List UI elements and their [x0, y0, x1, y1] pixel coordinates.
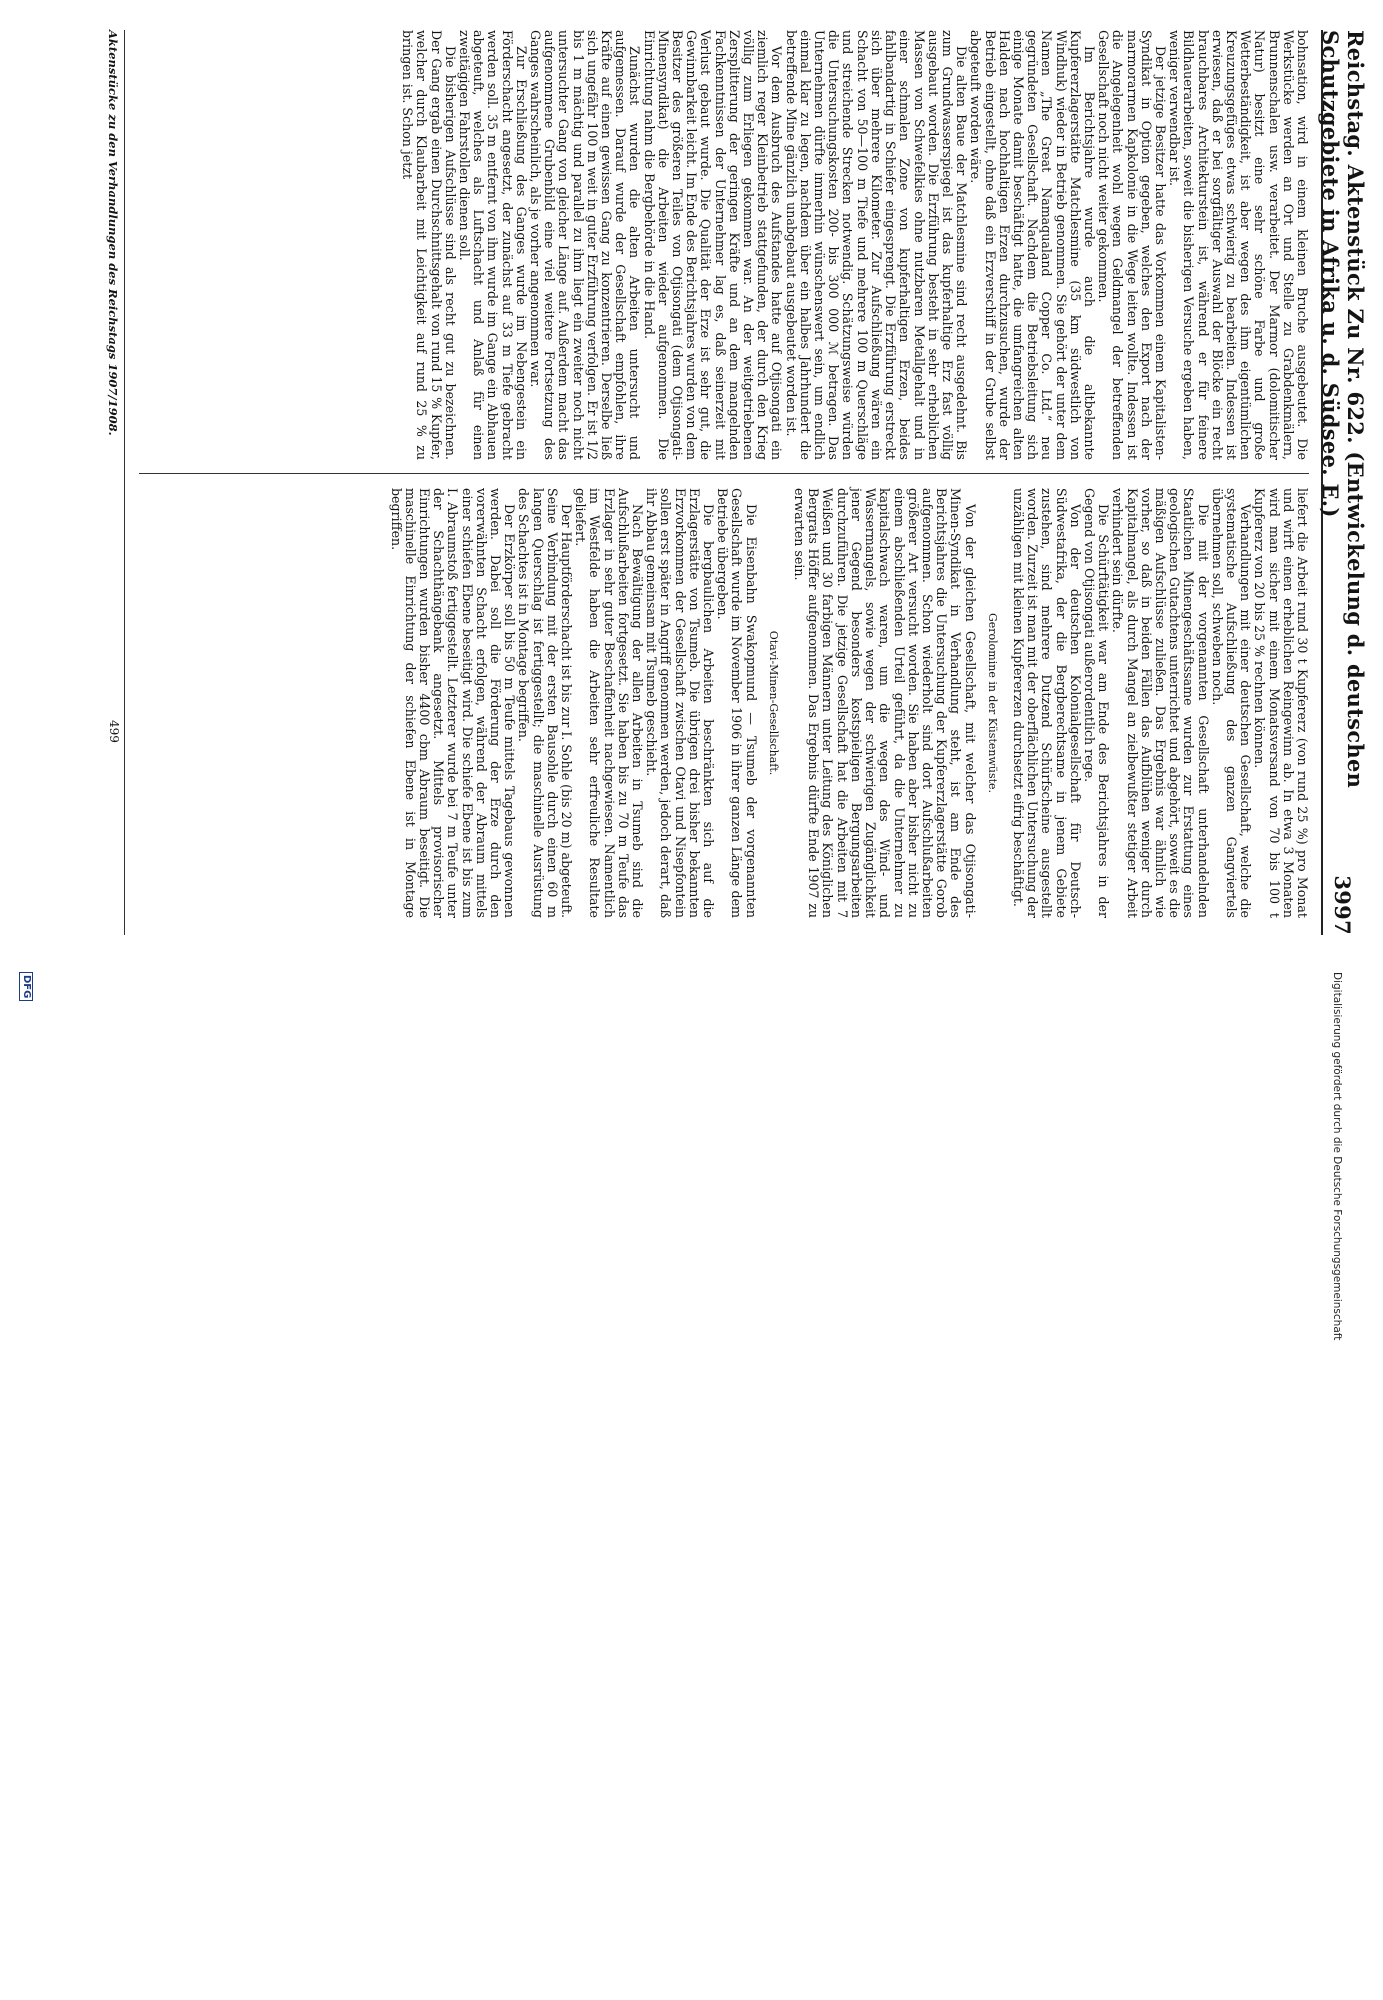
paragraph: liefert die Arbeit rund 30 t Kupfererz (von rund 25 %) pro Monat und wirft einen erheblichen Reingewinn ab. In etwa 3 Monaten wird man sicher mit einem Monatsversand von 70 bis 100 t Kupfererz von 20 bis 25 % rechnen können. [1252, 488, 1310, 918]
paragraph: Die bergbaulichen Arbeiten beschränkten sich auf die Erzlagerstätte von Tsumeb. Die übrigen drei bisher bekannten Erzvorkommen der Gesellschaft zwischen Otavi und Nisepfontein sollen erst später in Angriff genommen werden, jedoch derart, daß ihr Abbau gemeinsam mit Tsumeb geschieht. [644, 488, 717, 918]
paragraph: Von der gleichen Gesellschaft, mit welcher das Otjisongati-Minen-Syndikat in Verhandlung steht, ist am Ende des Berichtsjahres die Untersuchung der Kupfererzlagerstätte Gorob aufgenommen. Schon wiederholt sind dort Aufschlußarbeiten größerer Art versucht worden. Sie haben aber bisher nicht zu einem abschließenden Urteil geführt, da die Unternehmer zu kapitalschwach waren, um die wegen des Wind- und Wassermangels, sowie wegen der schwierigen Zugänglichkeit jener Gegend besonders kostspieligen Bergungsarbeiten durchzuführen. Die jetzige Gesellschaft hat die Arbeiten mit 7 Weißen und 30 farbigen Männern unter Leitung des Königlichen Bergrats Höffer aufgenommen. Das Ergebnis dürfte Ende 1907 zu erwarten sein. [792, 488, 978, 918]
paragraph: Die Eisenbahn Swakopmund — Tsumeb der vorgenannten Gesellschaft wurde im November 1906 in ihrer ganzen Länge dem Betriebe übergeben. [715, 488, 759, 918]
section-caption: Gerolomine in der Küstenwüste. [985, 612, 999, 794]
header-title: Reichstag. Aktenstück Zu Nr. 622. (Entwickelung d. deutschen Schutzgebiete in Afrika u. d. Südsee. E.) [1318, 30, 1368, 789]
paragraph: Der Erzkörper soll bis 50 m Teufe mittels Tagebaus gewonnen werden. Dabei soll die Förderung der Erze durch den vorerwähnten Schacht erfolgen, während der Abraum mittels einer schiefen Ebene beseitigt wird. Die schiefe Ebene ist bis zum I. Abraumstoß fertiggestellt. Letzterer wurde bei 7 m Teufe unter der Schachthängebank angesetzt. Mittels provisorischer Einrichtungen wurden bisher 4400 cbm Abraum beseitigt. Die maschinelle Einrichtung der schiefen Ebene ist in Montage begriffen. [388, 488, 518, 918]
paragraph: bohnsation, wird in einem kleinen Bruche ausgebeutet. Die Werkstücke werden an Ort und Stelle zu Grabdenkmälern, Brunnenschalen usw. verarbeitet. Der Marmor (dolomitischer Natur) besitzt eine sehr schöne Farbe und große Wetterbeständigkeit, ist aber wegen des ihm eigentümlichen Kreuzungsgefüges etwas schwierig zu bearbeiten. Indessen ist erwiesen, daß er bei sorgfältiger Auswahl der Blöcke ein recht brauchbares Architekturstein ist, während er für feinere Bildhauerarbeiten, soweit die bisherigen Versuche ergeben haben, weniger verwendbar ist. [1167, 30, 1310, 460]
paragraph: Im Berichtsjahre wurde auch die altbekannte Kupfererzlagerstätte Matchlesmine (35 km südwestlich von Windhuk) wieder in Betrieb genommen. Sie gehört der unter dem Namen „The Great Namaqualand Copper Co. Ltd.“ neu gegründeten Gesellschaft. Nachdem die Betriebsleitung sich einige Monate damit beschäftigt hatte, die umfangreichen alten Halden nach hochhaltigen Erzen durchzusuchen, wurde der Betrieb eingestellt, ohne daß ein Erzverschiff in der Grube selbst abgeteuft worden wäre. [968, 30, 1097, 460]
section-caption: Otavi-Minen-Gesellschaft. [766, 630, 780, 776]
paragraph: Die mit der vorgenannten Gesellschaft unterhandelnden Staatlichen Minengeschäftssame wurden zur Erstattung eines geologischen Gutachtens unterrichtet und abgehört, soweit es die mäßigen Aufschlüsse zuließen. Das Ergebnis war ähnlich wie vorher, so daß in beiden Fällen das Aufblühen weniger durch Kapitalmangel, als durch Mangel an zielbewußter stetiger Arbeit verhindert sein dürfte. [1110, 488, 1211, 918]
paragraph: Die bisherigen Aufschlüsse sind als recht gut zu bezeichnen. Der Gang ergab einen Durchschnittsgehalt von rund 15 % Kupfer, welcher durch Klaubarbeit mit Leichtigkeit auf rund 25 % zu bringen ist. Schon jetzt [400, 30, 458, 460]
digitization-note: Digitalisierung gefördert durch die Deutsche Forschungsgemeinschaft [1331, 972, 1343, 1341]
right-column [139, 488, 1309, 918]
paragraph: Der Hauptförderschacht ist bis zur I. Sohle (bis 20 m) abgeteuft. Seine Verbindung mit der ersten Bausohle durch einen 60 m langen Querschlag ist fertiggestellt; die maschinelle Ausrüstung des Schachtes ist in Montage begriffen. [516, 488, 575, 918]
column-divider [139, 473, 1309, 474]
paragraph: Vor dem Ausbruch des Aufstandes hatte auf Otjisongati ein ziemlich reger Kleinbetrieb stattgefunden, der durch den Krieg völlig zum Erliegen gekommen war. An der weitgetriebenen Zersplitterung der geringen Kräfte und an dem mangelnden Fachkenntnissen der Unternehmer lag es, daß seinerzeit mit Verlust gebaut wurde. Die Qualität der Erze ist sehr gut, die Gewinnbarkeit leicht. Im Ende des Berichtsjahres wurden von dem Besitzer des größeren Teiles von Otjisongati (dem Otjisongati-Minensyndikat) die Arbeiten wieder aufgenommen. Die Einrichtung nahm die Bergbehörde in die Hand. [641, 30, 785, 460]
dfg-logo: DFG [19, 972, 33, 1001]
paragraph: Verhandlungen mit einer deutschen Gesellschaft, welche die systematische Aufschließung des ganzen Gangviertels übernehmen soll, schweben noch. [1209, 488, 1254, 918]
page-header [1318, 30, 1368, 935]
paragraph: Die Schürftätigkeit war am Ende des Berichtsjahres in der Gegend von Otjisongati außerordentlich rege. [1081, 488, 1112, 918]
paragraph: Die alten Baue der Matchlesmine sind recht ausgedehnt. Bis zum Grundwasserspiegel ist das kupferhaltige Erz fast völlig ausgebaut worden. Die Erzführung besteht in sehr erheblichen Massen von Schwefelkies ohne nutzbaren Metallgehalt und in einer schmalen Zone von kupferhaltigen Erzen, beides fahlbandartig in Schiefer eingesprengt. Die Erzführung erstreckt sich über mehrere Kilometer. Zur Aufschließung wären ein Schacht von 50—100 m Tiefe und mehrere 100 m Querschläge und streichende Strecken notwendig. Schätzungsweise würden die Untersuchungskosten 200- bis 300 000 ℳ betragen. Das Unternehmen dürfte immerhin wünschenswert sein, um endlich einmal klar zu legen, nachdem über ein halbes Jahrhundert die betreffende Mine gänzlich unabgebaut ausgebeutet worden ist. [783, 30, 970, 460]
paragraph: Nach Bewältigung der allen Arbeiten in Tsumeb sind die Aufschlußarbeiten fortgesetzt. Sie haben bis zu 70 m Teufe das Erzlager in sehr guter Beschaffenheit nachgewiesen. Namentlich im Westfelde haben die Arbeiten sehr erfreuliche Resultate geliefert. [573, 488, 646, 918]
text-columns [139, 30, 1309, 935]
paragraph: Von der deutschen Kolonialgesellschaft für Deutsch-Südwestafrika, der die Bergberechtsame in jenem Gebiete zustehen, sind mehrere Dutzend Schürfscheine ausgestellt worden. Zurzeit ist man mit der oberflächlichen Untersuchung der unzähligen mit kleinen Kupfererzen durchsetzt eifrig beschäftigt. [1010, 488, 1083, 918]
paragraph: Der jetzige Besitzer hatte das Vorkommen einem Kapitalisten-Syndikat in Option gegeben, welches den Export nach der marmorarmen Kapkolonie in die Wege leiten wollte. Indessen ist die Angelegenheit wohl wegen Geldmangel der betreffenden Gesellschaft noch nicht weiter gekommen. [1096, 30, 1168, 460]
page-number: 499 [107, 720, 121, 743]
paragraph: Zunächst wurden die alten Arbeiten untersucht und aufgemessen. Darauf wurde der Gesellschaft empfohlen, ihre Kräfte auf einen gewissen Gang zu konzentrieren. Derselbe ließ sich ungefähr 100 m weit in guter Erzführung verfolgen. Er ist 1/2 bis 1 m mächtig und parallel zu ihm liegt ein zweiter noch nicht untersuchter Gang von gleicher Länge auf. Außerdem macht das aufgenommene Grubenbild eine viel weitere Fortsetzung des Ganges wahrscheinlich, als je vorher angenommen war. [528, 30, 643, 460]
document-page [0, 30, 1383, 935]
left-column [139, 30, 1309, 460]
page-footer: Aktenstücke zu den Verhandlungen des Reichstags 1907/1908. [100, 30, 125, 935]
header-page-ref: 3997 [1330, 875, 1356, 935]
paragraph: Zur Erschließung des Ganges wurde im Nebengestein ein Förderschacht angesetzt, der zunächst auf 33 m Tiefe gebracht werden soll. 35 m entfernt von ihm wurde im Gange ein Abhauen abgeteuft, welches als Luftschacht und Anlaß für einen zweitägigen Fahrstollen dienen soll. [457, 30, 529, 460]
